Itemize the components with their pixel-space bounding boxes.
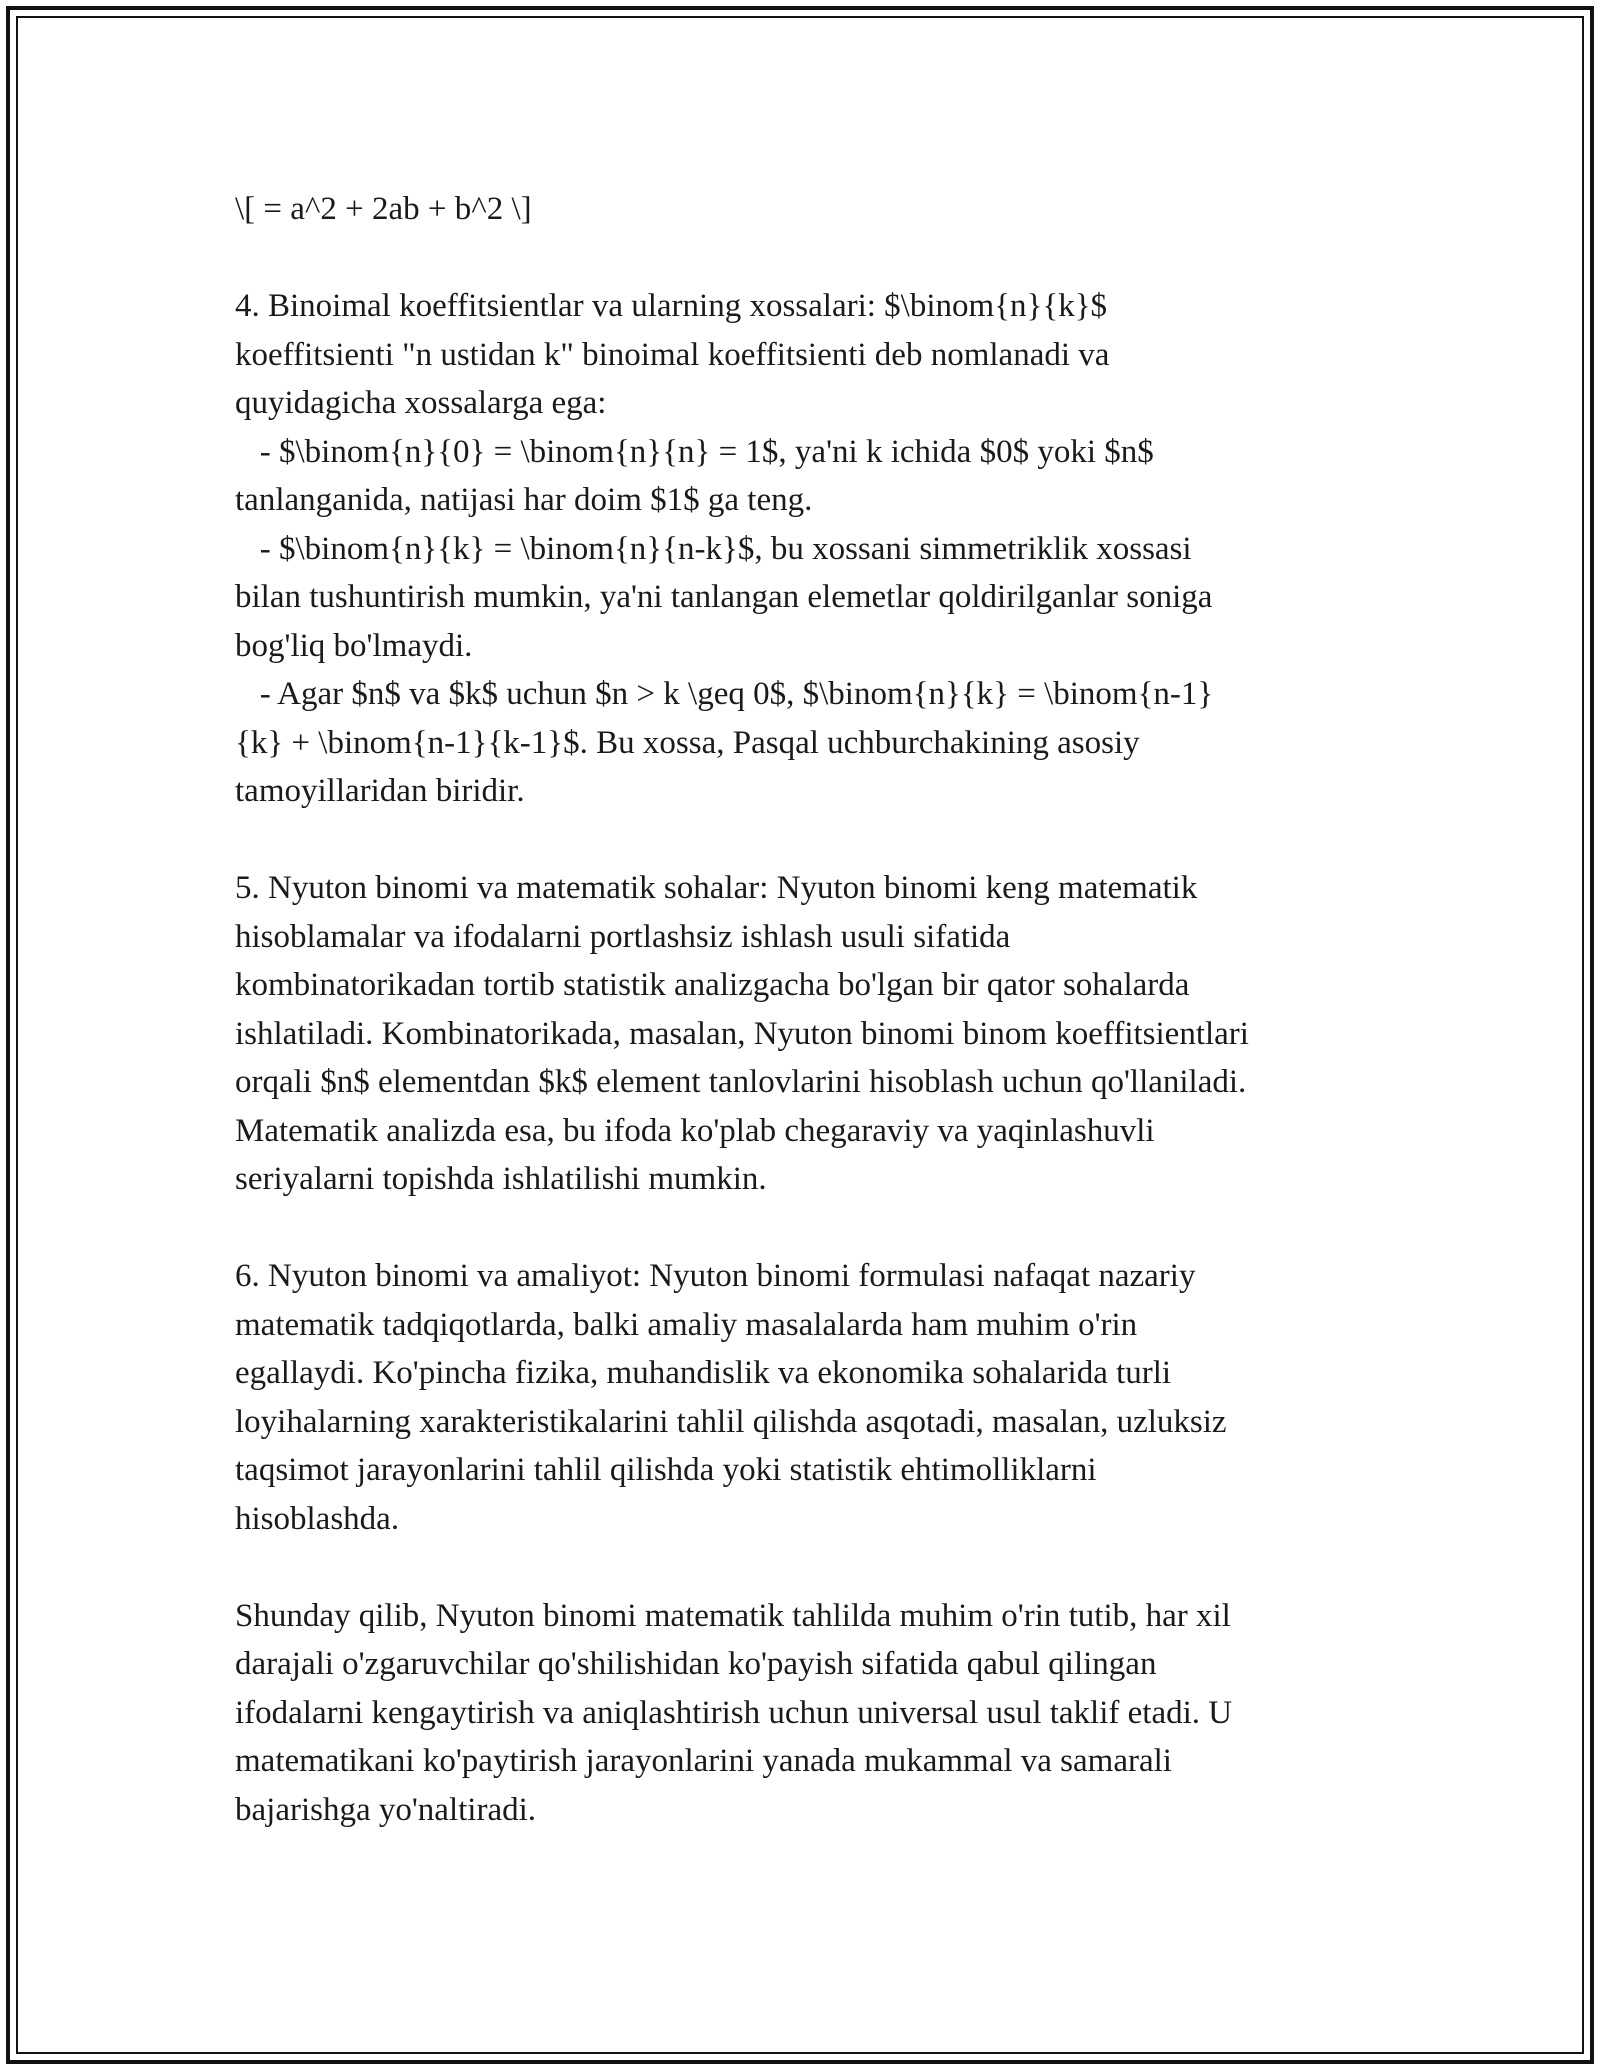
- text-line: seriyalarni topishda ishlatilishi mumkin.: [235, 1161, 767, 1197]
- text-line: taqsimot jarayonlarini tahlil qilishda yoki statistik ehtimolliklarni: [235, 1452, 1097, 1488]
- paragraph-gap: [235, 234, 1370, 283]
- text-line: \[ = a^2 + 2ab + b^2 \]: [235, 191, 532, 227]
- text-line: ifodalarni kengaytirish va aniqlashtirish uchun universal usul taklif etadi. U: [235, 1694, 1233, 1731]
- text-line: bajarishga yo'naltiradi.: [235, 1791, 537, 1828]
- text-line: Shunday qilib, Nyuton binomi matematik tahlilda muhim o'rin tutib, har xil: [235, 1597, 1231, 1634]
- text-line: matematik tadqiqotlarda, balki amaliy masalalarda ham muhim o'rin: [235, 1306, 1138, 1343]
- text-line: matematikani ko'paytirish jarayonlarini yanada mukammal va samarali: [235, 1743, 1172, 1779]
- section-5: [235, 864, 1370, 1204]
- text-line: bog'liq bo'lmaydi.: [235, 627, 473, 664]
- text-line: Matematik analizda esa, bu ifoda ko'plab chegaraviy va yaqinlashuvli: [235, 1112, 1155, 1149]
- section-4: [235, 282, 1370, 816]
- text-line: bilan tushuntirish mumkin, ya'ni tanlangan elemetlar qoldirilganlar soniga: [235, 579, 1213, 615]
- text-line: koeffitsienti "n ustidan k" binoimal koeffitsienti deb nomlanadi va: [235, 336, 1110, 373]
- text-line: egallaydi. Ko'pincha fizika, muhandislik va ekonomika sohalarida turli: [235, 1355, 1172, 1391]
- text-line: hisoblamalar va ifodalarni portlashsiz ishlash usuli sifatida: [235, 918, 1011, 955]
- section-6: [235, 1252, 1370, 1543]
- text-line: tamoyillaridan biridir.: [235, 773, 525, 809]
- paragraph-gap: [235, 1204, 1370, 1253]
- text-line: 4. Binoimal koeffitsientlar va ularning xossalari: $\binom{n}{k}$: [235, 288, 1108, 324]
- paragraph-gap: [235, 816, 1370, 865]
- text-line: - Agar $n$ va $k$ uchun $n > k \geq 0$, $\binom{n}{k} = \binom{n-1}: [235, 676, 1214, 712]
- text-line: - $\binom{n}{k} = \binom{n}{n-k}$, bu xossani simmetriklik xossasi: [235, 530, 1192, 567]
- text-line: ishlatiladi. Kombinatorikada, masalan, Nyuton binomi binom koeffitsientlari: [235, 1015, 1249, 1052]
- text-line: orqali $n$ elementdan $k$ element tanlovlarini hisoblash uchun qo'llaniladi.: [235, 1064, 1247, 1100]
- text-line: quyidagicha xossalarga ega:: [235, 385, 607, 421]
- text-line: {k} + \binom{n-1}{k-1}$. Bu xossa, Pasqal uchburchakining asosiy: [235, 724, 1140, 761]
- text-line: darajali o'zgaruvchilar qo'shilishidan ko'payish sifatida qabul qilingan: [235, 1646, 1157, 1682]
- document-body: [235, 185, 1370, 1834]
- formula-block: [235, 185, 1370, 234]
- text-line: kombinatorikadan tortib statistik analizgacha bo'lgan bir qator sohalarda: [235, 967, 1190, 1003]
- text-line: loyihalarning xarakteristikalarini tahlil qilishda asqotadi, masalan, uzluksiz: [235, 1403, 1227, 1440]
- text-line: tanlanganida, natijasi har doim $1$ ga teng.: [235, 482, 813, 518]
- text-line: hisoblashda.: [235, 1500, 400, 1537]
- text-line: 5. Nyuton binomi va matematik sohalar: Nyuton binomi keng matematik: [235, 870, 1198, 906]
- text-line: 6. Nyuton binomi va amaliyot: Nyuton binomi formulasi nafaqat nazariy: [235, 1258, 1196, 1294]
- paragraph-gap: [235, 1543, 1370, 1592]
- conclusion-paragraph: [235, 1592, 1370, 1835]
- text-line: - $\binom{n}{0} = \binom{n}{n} = 1$, ya'ni k ichida $0$ yoki $n$: [235, 433, 1154, 470]
